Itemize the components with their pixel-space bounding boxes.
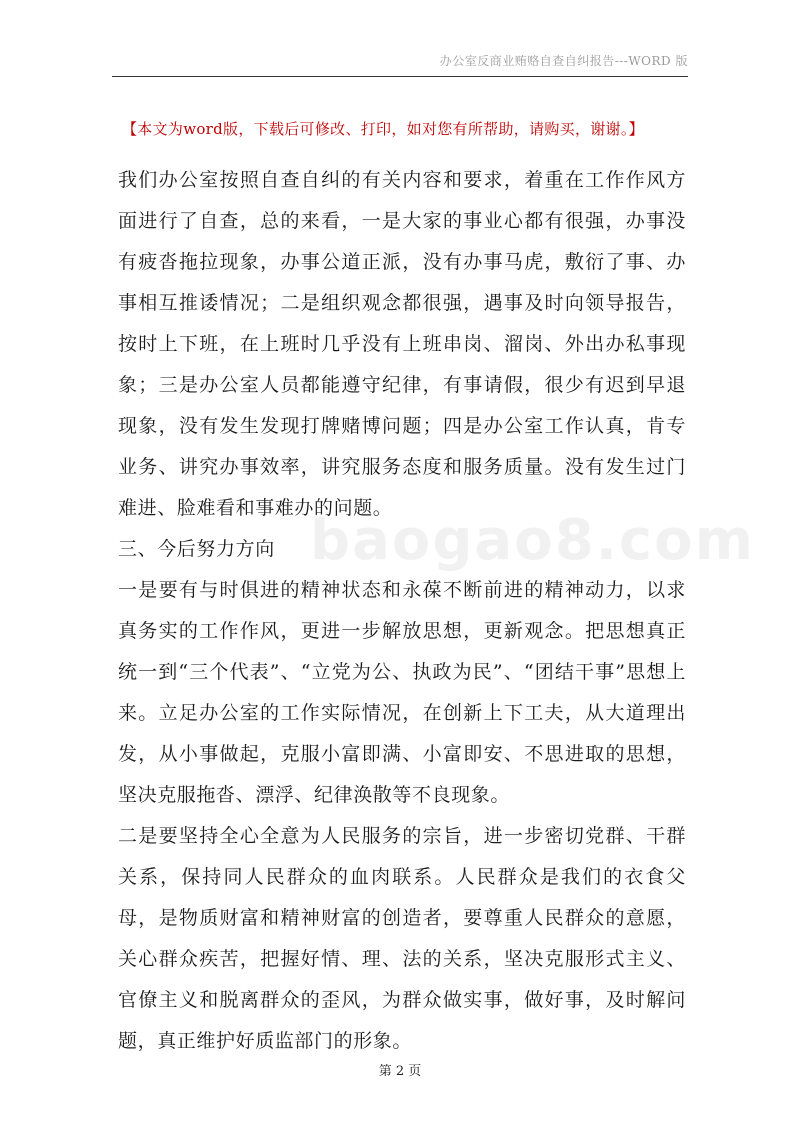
document-body	[118, 160, 686, 1062]
page-number: 第 2 页	[378, 1064, 422, 1079]
watermark-text: baogao8.com	[310, 508, 755, 573]
body-paragraph-point-two: 二是要坚持全心全意为人民服务的宗旨，进一步密切党群、干群关系，保持同人民群众的血肉联系。人民群众是我们的衣食父母，是物质财富和精神财富的创造者，要尊重人民群众的意愿，关心群众疾苦，把握好情、理、法的关系，坚决克服形式主义、官僚主义和脱离群众的歪风，为群众做实事，做好事，及时解问题，真正维护好质监部门的形象。	[118, 825, 686, 1052]
section-heading-future-direction: 三、今后努力方向	[118, 538, 275, 560]
document-header-title: 办公室反商业贿赂自查自纠报告---WORD 版	[439, 54, 688, 68]
body-paragraph-self-inspection: 我们办公室按照自查自纠的有关内容和要求，着重在工作作风方面进行了自查，总的来看，一是大家的事业心都有很强，办事没有疲沓拖拉现象，办事公道正派，没有办事马虎，敷衍了事、办事相互推诿情况；二是组织观念都很强，遇事及时向领导报告，按时上下班，在上班时几乎没有上班串岗、溜岗、外出办私事现象；三是办公室人员都能遵守纪律，有事请假，很少有迟到早退现象，没有发生发现打牌赌博问题；四是办公室工作认真，肯专业务、讲究办事效率，讲究服务态度和服务质量。没有发生过门难进、脸难看和事难办的问题。	[118, 169, 686, 519]
header-divider	[112, 76, 688, 77]
download-notice: 【本文为word版，下载后可修改、打印，如对您有所帮助，请购买，谢谢。】	[122, 120, 644, 138]
body-paragraph-point-one: 一是要有与时俱进的精神状态和永葆不断前进的精神动力，以求真务实的工作作风，更进一步解放思想，更新观念。把思想真正统一到“三个代表”、“立党为公、执政为民”、“团结干事”思想上来。立足办公室的工作实际情况，在创新上下工夫，从大道理出发，从小事做起，克服小富即满、小富即安、不思进取的思想，坚决克服拖沓、漂浮、纪律涣散等不良现象。	[118, 579, 686, 806]
